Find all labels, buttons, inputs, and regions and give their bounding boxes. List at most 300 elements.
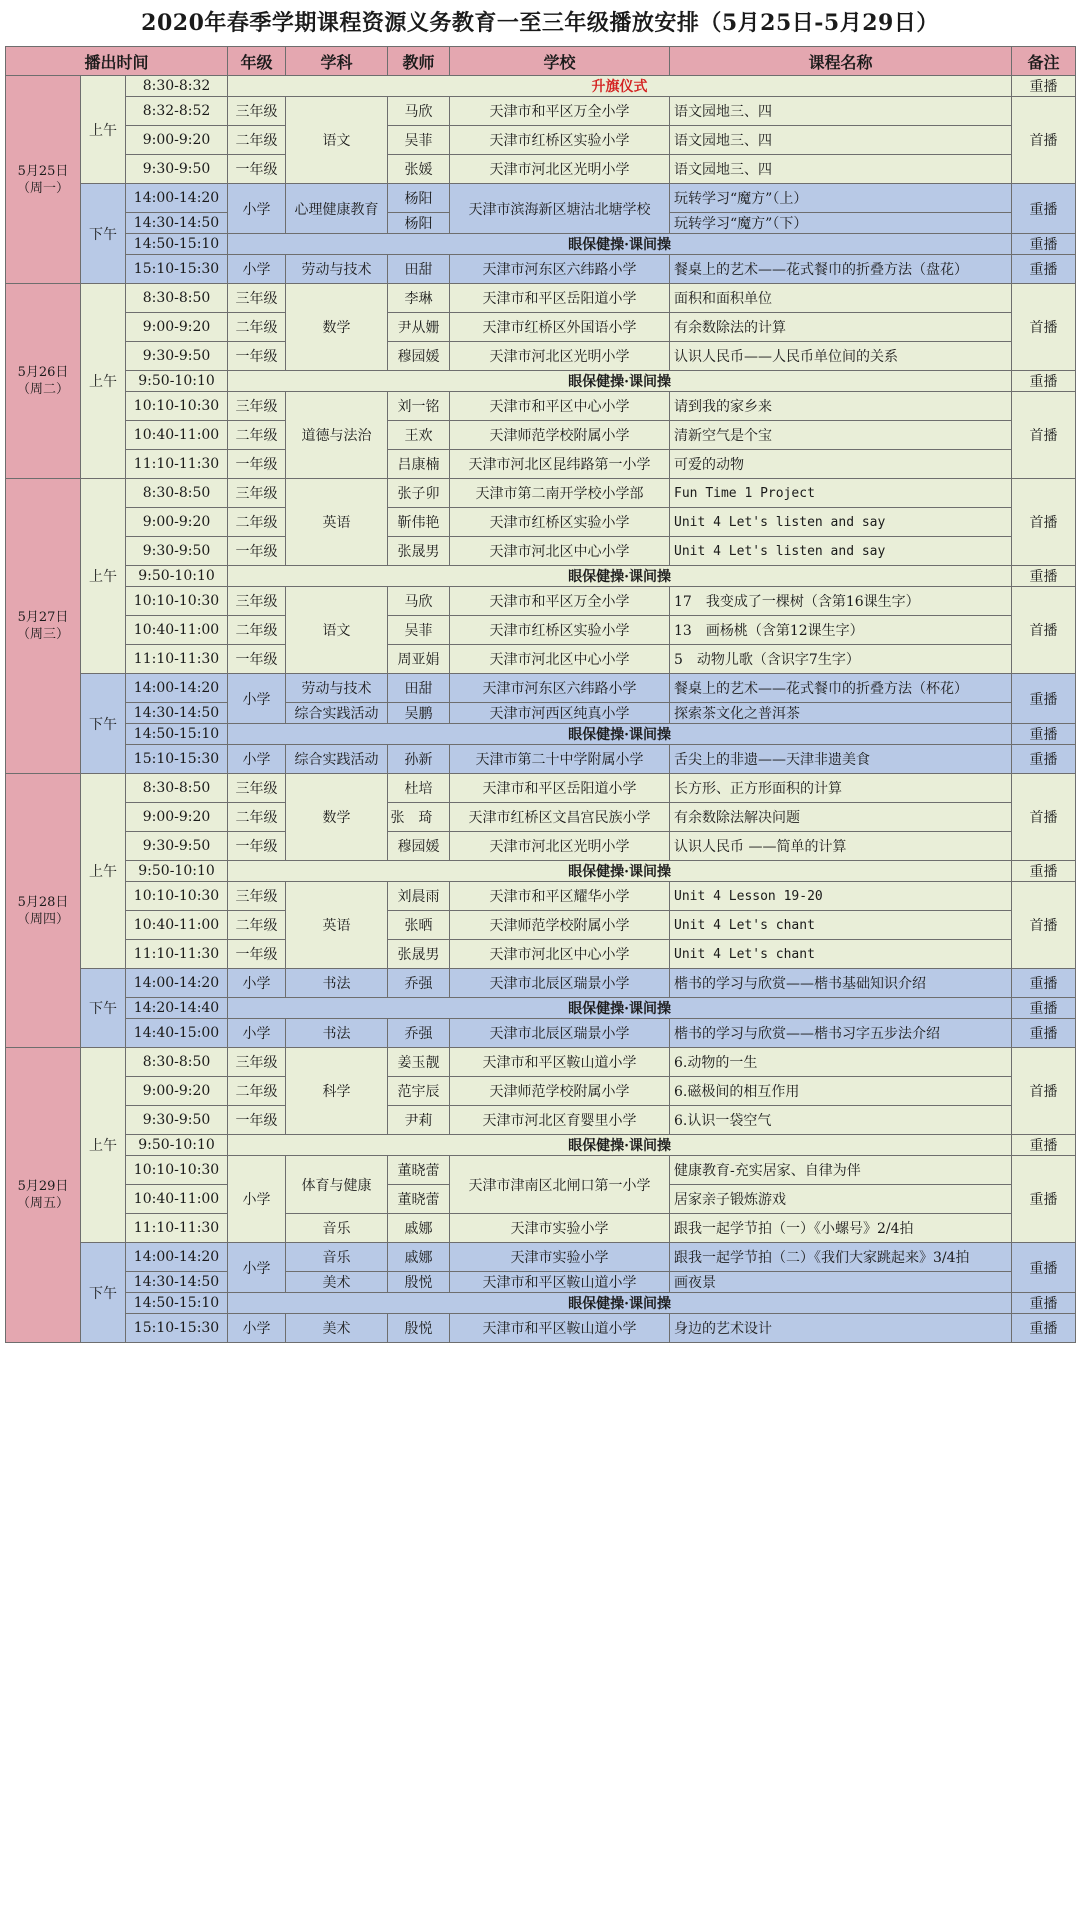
special-cell: 眼保健操·课间操 — [228, 1293, 1012, 1314]
time-cell: 9:00-9:20 — [126, 313, 228, 342]
school-cell: 天津市红桥区实验小学 — [450, 126, 670, 155]
course-cell: Unit 4 Let's chant — [670, 911, 1012, 940]
subject-cell: 科学 — [286, 1048, 388, 1135]
course-cell: 画夜景 — [670, 1272, 1012, 1293]
time-cell: 9:00-9:20 — [126, 1077, 228, 1106]
school-cell: 天津师范学校附属小学 — [450, 421, 670, 450]
subject-cell: 书法 — [286, 969, 388, 998]
grade-cell: 三年级 — [228, 479, 286, 508]
note-cell: 首播 — [1012, 587, 1076, 674]
school-cell: 天津市河东区六纬路小学 — [450, 255, 670, 284]
table-row — [6, 587, 1076, 616]
header-note: 备注 — [1012, 47, 1076, 76]
grade-cell: 二年级 — [228, 1077, 286, 1106]
grade-cell: 二年级 — [228, 508, 286, 537]
course-cell: 居家亲子锻炼游戏 — [670, 1185, 1012, 1214]
period-label: 上午 — [81, 1048, 126, 1243]
time-cell: 8:30-8:32 — [126, 76, 228, 97]
teacher-cell: 吴菲 — [388, 616, 450, 645]
teacher-cell: 杜培 — [388, 774, 450, 803]
subject-cell: 英语 — [286, 479, 388, 566]
teacher-cell: 孙新 — [388, 745, 450, 774]
note-cell: 重播 — [1012, 674, 1076, 724]
school-cell: 天津市和平区鞍山道小学 — [450, 1272, 670, 1293]
grade-cell: 小学 — [228, 674, 286, 724]
table-row — [6, 645, 1076, 674]
course-cell: Fun Time 1 Project — [670, 479, 1012, 508]
grade-cell: 小学 — [228, 1019, 286, 1048]
time-cell: 14:50-15:10 — [126, 1293, 228, 1314]
teacher-cell: 戚娜 — [388, 1243, 450, 1272]
table-row — [6, 969, 1076, 998]
time-cell: 10:40-11:00 — [126, 616, 228, 645]
school-cell: 天津市河北区光明小学 — [450, 342, 670, 371]
course-cell: 认识人民币 ——简单的计算 — [670, 832, 1012, 861]
school-cell: 天津市河北区昆纬路第一小学 — [450, 450, 670, 479]
school-cell: 天津市滨海新区塘沽北塘学校 — [450, 184, 670, 234]
grade-cell: 二年级 — [228, 126, 286, 155]
table-row — [6, 126, 1076, 155]
header-row — [6, 47, 1076, 76]
school-cell: 天津市北辰区瑞景小学 — [450, 969, 670, 998]
special-cell: 眼保健操·课间操 — [228, 234, 1012, 255]
time-cell: 8:30-8:50 — [126, 1048, 228, 1077]
subject-cell: 美术 — [286, 1314, 388, 1343]
table-row — [6, 832, 1076, 861]
teacher-cell: 范宇辰 — [388, 1077, 450, 1106]
subject-cell: 数学 — [286, 774, 388, 861]
schedule-table — [5, 46, 1076, 1343]
page-title: 2020年春季学期课程资源义务教育一至三年级播放安排（5月25日-5月29日） — [141, 10, 939, 36]
school-cell: 天津市和平区耀华小学 — [450, 882, 670, 911]
course-cell: 语文园地三、四 — [670, 126, 1012, 155]
grade-cell: 一年级 — [228, 645, 286, 674]
school-cell: 天津市津南区北闸口第一小学 — [450, 1156, 670, 1214]
teacher-cell: 张晟男 — [388, 537, 450, 566]
course-cell: 语文园地三、四 — [670, 97, 1012, 126]
subject-cell: 音乐 — [286, 1214, 388, 1243]
course-cell: 请到我的家乡来 — [670, 392, 1012, 421]
table-row — [6, 392, 1076, 421]
school-cell: 天津市和平区鞍山道小学 — [450, 1048, 670, 1077]
note-cell: 首播 — [1012, 392, 1076, 479]
course-cell: 6.磁极间的相互作用 — [670, 1077, 1012, 1106]
teacher-cell: 田甜 — [388, 674, 450, 703]
school-cell: 天津市河北区中心小学 — [450, 537, 670, 566]
course-cell: 6.动物的一生 — [670, 1048, 1012, 1077]
teacher-cell: 杨阳 — [388, 213, 450, 234]
teacher-cell: 尹从姗 — [388, 313, 450, 342]
table-row — [6, 1214, 1076, 1243]
school-cell: 天津市和平区岳阳道小学 — [450, 284, 670, 313]
time-cell: 14:50-15:10 — [126, 724, 228, 745]
teacher-cell: 王欢 — [388, 421, 450, 450]
note-cell: 重播 — [1012, 76, 1076, 97]
grade-cell: 一年级 — [228, 832, 286, 861]
teacher-cell: 马欣 — [388, 587, 450, 616]
time-cell: 9:30-9:50 — [126, 342, 228, 371]
time-cell: 9:30-9:50 — [126, 1106, 228, 1135]
course-cell: 面积和面积单位 — [670, 284, 1012, 313]
table-row — [6, 76, 1076, 97]
grade-cell: 二年级 — [228, 616, 286, 645]
teacher-cell: 靳伟艳 — [388, 508, 450, 537]
course-cell: 楷书的学习与欣赏——楷书习字五步法介绍 — [670, 1019, 1012, 1048]
note-cell: 重播 — [1012, 1314, 1076, 1343]
day-date: 5月26日 — [17, 365, 69, 380]
school-cell: 天津市河北区光明小学 — [450, 832, 670, 861]
table-row — [6, 255, 1076, 284]
teacher-cell: 张琦 — [388, 803, 450, 832]
time-cell: 10:40-11:00 — [126, 421, 228, 450]
table-row — [6, 1077, 1076, 1106]
grade-cell: 三年级 — [228, 97, 286, 126]
time-cell: 14:50-15:10 — [126, 234, 228, 255]
note-cell: 首播 — [1012, 774, 1076, 861]
special-cell: 眼保健操·课间操 — [228, 371, 1012, 392]
teacher-cell: 吴菲 — [388, 126, 450, 155]
period-label: 下午 — [81, 674, 126, 774]
subject-cell: 综合实践活动 — [286, 703, 388, 724]
day-cell — [6, 1048, 81, 1343]
course-cell: 有余数除法解决问题 — [670, 803, 1012, 832]
table-row — [6, 479, 1076, 508]
table-row — [6, 774, 1076, 803]
time-cell: 9:00-9:20 — [126, 508, 228, 537]
school-cell: 天津市红桥区实验小学 — [450, 508, 670, 537]
day-weekday: （周三） — [16, 627, 69, 642]
table-row — [6, 1293, 1076, 1314]
course-cell: 有余数除法的计算 — [670, 313, 1012, 342]
table-row — [6, 674, 1076, 703]
note-cell: 重播 — [1012, 861, 1076, 882]
school-cell: 天津市实验小学 — [450, 1214, 670, 1243]
course-cell: 身边的艺术设计 — [670, 1314, 1012, 1343]
table-row — [6, 803, 1076, 832]
school-cell: 天津市河北区中心小学 — [450, 940, 670, 969]
special-cell: 眼保健操·课间操 — [228, 566, 1012, 587]
subject-cell: 道德与法治 — [286, 392, 388, 479]
table-row — [6, 450, 1076, 479]
table-row — [6, 745, 1076, 774]
period-label: 上午 — [81, 76, 126, 184]
teacher-cell: 乔强 — [388, 1019, 450, 1048]
time-cell: 9:30-9:50 — [126, 537, 228, 566]
time-cell: 10:10-10:30 — [126, 392, 228, 421]
course-cell: 探索茶文化之普洱茶 — [670, 703, 1012, 724]
course-cell: 语文园地三、四 — [670, 155, 1012, 184]
grade-cell: 三年级 — [228, 587, 286, 616]
note-cell: 重播 — [1012, 1243, 1076, 1293]
day-weekday: （周二） — [16, 382, 69, 397]
grade-cell: 三年级 — [228, 392, 286, 421]
note-cell: 首播 — [1012, 1048, 1076, 1135]
school-cell: 天津市河北区光明小学 — [450, 155, 670, 184]
time-cell: 14:00-14:20 — [126, 1243, 228, 1272]
teacher-cell: 董晓蕾 — [388, 1156, 450, 1185]
day-weekday: （周五） — [16, 1196, 69, 1211]
grade-cell: 二年级 — [228, 313, 286, 342]
teacher-cell: 周亚娟 — [388, 645, 450, 674]
time-cell: 11:10-11:30 — [126, 645, 228, 674]
time-cell: 8:30-8:50 — [126, 479, 228, 508]
time-cell: 9:50-10:10 — [126, 861, 228, 882]
table-row — [6, 234, 1076, 255]
subject-cell: 语文 — [286, 97, 388, 184]
table-row — [6, 882, 1076, 911]
teacher-cell: 姜玉靓 — [388, 1048, 450, 1077]
time-cell: 15:10-15:30 — [126, 1314, 228, 1343]
note-cell: 重播 — [1012, 724, 1076, 745]
time-cell: 14:00-14:20 — [126, 184, 228, 213]
time-cell: 14:30-14:50 — [126, 703, 228, 724]
note-cell: 重播 — [1012, 184, 1076, 234]
course-cell: Unit 4 Let's chant — [670, 940, 1012, 969]
header-course: 课程名称 — [670, 47, 1012, 76]
teacher-cell: 张子卯 — [388, 479, 450, 508]
course-cell: 餐桌上的艺术——花式餐巾的折叠方法（盘花） — [670, 255, 1012, 284]
grade-cell: 一年级 — [228, 537, 286, 566]
special-cell: 升旗仪式 — [228, 76, 1012, 97]
table-row — [6, 1243, 1076, 1272]
school-cell: 天津市北辰区瑞景小学 — [450, 1019, 670, 1048]
course-cell: 13 画杨桃（含第12课生字） — [670, 616, 1012, 645]
day-cell — [6, 479, 81, 774]
schedule-body — [6, 76, 1076, 1343]
grade-cell: 小学 — [228, 1314, 286, 1343]
teacher-cell: 刘一铭 — [388, 392, 450, 421]
period-label: 上午 — [81, 479, 126, 674]
time-cell: 14:30-14:50 — [126, 1272, 228, 1293]
course-cell: 玩转学习“魔方”（下） — [670, 213, 1012, 234]
course-cell: Unit 4 Lesson 19-20 — [670, 882, 1012, 911]
time-cell: 9:00-9:20 — [126, 803, 228, 832]
table-row — [6, 313, 1076, 342]
time-cell: 9:50-10:10 — [126, 566, 228, 587]
time-cell: 9:00-9:20 — [126, 126, 228, 155]
course-cell: 长方形、正方形面积的计算 — [670, 774, 1012, 803]
note-cell: 重播 — [1012, 998, 1076, 1019]
note-cell: 重播 — [1012, 1135, 1076, 1156]
table-row — [6, 566, 1076, 587]
note-cell: 重播 — [1012, 1156, 1076, 1243]
day-cell — [6, 284, 81, 479]
teacher-cell: 戚娜 — [388, 1214, 450, 1243]
time-cell: 14:00-14:20 — [126, 969, 228, 998]
time-cell: 9:30-9:50 — [126, 832, 228, 861]
time-cell: 14:00-14:20 — [126, 674, 228, 703]
time-cell: 10:40-11:00 — [126, 1185, 228, 1214]
special-cell: 眼保健操·课间操 — [228, 724, 1012, 745]
header-school: 学校 — [450, 47, 670, 76]
school-cell: 天津市和平区万全小学 — [450, 97, 670, 126]
period-label: 上午 — [81, 284, 126, 479]
note-cell: 首播 — [1012, 479, 1076, 566]
teacher-cell: 穆园媛 — [388, 342, 450, 371]
course-cell: 认识人民币——人民币单位间的关系 — [670, 342, 1012, 371]
table-row — [6, 421, 1076, 450]
special-cell: 眼保健操·课间操 — [228, 861, 1012, 882]
day-date: 5月27日 — [17, 610, 69, 625]
teacher-cell: 穆园媛 — [388, 832, 450, 861]
subject-cell: 语文 — [286, 587, 388, 674]
table-row — [6, 616, 1076, 645]
grade-cell: 一年级 — [228, 342, 286, 371]
time-cell: 10:10-10:30 — [126, 1156, 228, 1185]
period-label: 下午 — [81, 184, 126, 284]
period-label: 下午 — [81, 1243, 126, 1343]
school-cell: 天津市和平区岳阳道小学 — [450, 774, 670, 803]
table-row — [6, 1019, 1076, 1048]
teacher-cell: 张晒 — [388, 911, 450, 940]
table-row — [6, 861, 1076, 882]
teacher-cell: 刘晨雨 — [388, 882, 450, 911]
time-cell: 8:30-8:50 — [126, 774, 228, 803]
header-subject: 学科 — [286, 47, 388, 76]
teacher-cell: 乔强 — [388, 969, 450, 998]
note-cell: 首播 — [1012, 284, 1076, 371]
note-cell: 首播 — [1012, 882, 1076, 969]
course-cell: 玩转学习“魔方”（上） — [670, 184, 1012, 213]
table-row — [6, 703, 1076, 724]
subject-cell: 综合实践活动 — [286, 745, 388, 774]
time-cell: 9:30-9:50 — [126, 155, 228, 184]
subject-cell: 心理健康教育 — [286, 184, 388, 234]
grade-cell: 二年级 — [228, 421, 286, 450]
course-cell: 跟我一起学节拍（二）《我们大家跳起来》3/4拍 — [670, 1243, 1012, 1272]
time-cell: 15:10-15:30 — [126, 255, 228, 284]
header-time: 播出时间 — [6, 47, 228, 76]
table-row — [6, 1106, 1076, 1135]
day-cell — [6, 76, 81, 284]
table-row — [6, 1272, 1076, 1293]
course-cell: 5 动物儿歌（含识字7生字） — [670, 645, 1012, 674]
note-cell: 重播 — [1012, 1019, 1076, 1048]
grade-cell: 一年级 — [228, 155, 286, 184]
school-cell: 天津市河北区中心小学 — [450, 645, 670, 674]
course-cell: Unit 4 Let's listen and say — [670, 508, 1012, 537]
note-cell: 重播 — [1012, 969, 1076, 998]
time-cell: 8:32-8:52 — [126, 97, 228, 126]
table-row — [6, 911, 1076, 940]
school-cell: 天津市河西区纯真小学 — [450, 703, 670, 724]
table-row — [6, 1156, 1076, 1185]
school-cell: 天津市河北区育婴里小学 — [450, 1106, 670, 1135]
note-cell: 重播 — [1012, 566, 1076, 587]
teacher-cell: 张媛 — [388, 155, 450, 184]
school-cell: 天津市红桥区外国语小学 — [450, 313, 670, 342]
table-row — [6, 1135, 1076, 1156]
teacher-cell: 董晓蕾 — [388, 1185, 450, 1214]
course-cell: Unit 4 Let's listen and say — [670, 537, 1012, 566]
grade-cell: 二年级 — [228, 911, 286, 940]
note-cell: 重播 — [1012, 371, 1076, 392]
school-cell: 天津市河东区六纬路小学 — [450, 674, 670, 703]
grade-cell: 小学 — [228, 255, 286, 284]
table-row — [6, 184, 1076, 213]
time-cell: 9:50-10:10 — [126, 1135, 228, 1156]
subject-cell: 美术 — [286, 1272, 388, 1293]
course-cell: 跟我一起学节拍（一）《小螺号》2/4拍 — [670, 1214, 1012, 1243]
teacher-cell: 吕康楠 — [388, 450, 450, 479]
grade-cell: 一年级 — [228, 940, 286, 969]
table-row — [6, 724, 1076, 745]
time-cell: 11:10-11:30 — [126, 940, 228, 969]
grade-cell: 小学 — [228, 1156, 286, 1243]
time-cell: 11:10-11:30 — [126, 1214, 228, 1243]
note-cell: 重播 — [1012, 1293, 1076, 1314]
table-row — [6, 998, 1076, 1019]
table-row — [6, 537, 1076, 566]
table-row — [6, 1048, 1076, 1077]
school-cell: 天津市实验小学 — [450, 1243, 670, 1272]
time-cell: 8:30-8:50 — [126, 284, 228, 313]
subject-cell: 英语 — [286, 882, 388, 969]
table-row — [6, 508, 1076, 537]
school-cell: 天津师范学校附属小学 — [450, 911, 670, 940]
day-date: 5月25日 — [17, 163, 69, 179]
grade-cell: 三年级 — [228, 1048, 286, 1077]
table-row — [6, 342, 1076, 371]
note-cell: 首播 — [1012, 97, 1076, 184]
grade-cell: 三年级 — [228, 284, 286, 313]
special-cell: 眼保健操·课间操 — [228, 998, 1012, 1019]
time-cell: 14:20-14:40 — [126, 998, 228, 1019]
grade-cell: 一年级 — [228, 1106, 286, 1135]
table-row — [6, 284, 1076, 313]
teacher-cell: 田甜 — [388, 255, 450, 284]
time-cell: 10:40-11:00 — [126, 911, 228, 940]
school-cell: 天津市红桥区文昌宫民族小学 — [450, 803, 670, 832]
subject-cell: 书法 — [286, 1019, 388, 1048]
teacher-cell: 殷悦 — [388, 1314, 450, 1343]
school-cell: 天津市第二十中学附属小学 — [450, 745, 670, 774]
teacher-cell: 马欣 — [388, 97, 450, 126]
subject-cell: 劳动与技术 — [286, 674, 388, 703]
header-grade: 年级 — [228, 47, 286, 76]
course-cell: 健康教育-充实居家、自律为伴 — [670, 1156, 1012, 1185]
grade-cell: 小学 — [228, 1243, 286, 1293]
grade-cell: 三年级 — [228, 774, 286, 803]
day-date: 5月29日 — [17, 1179, 69, 1194]
header-teacher: 教师 — [388, 47, 450, 76]
course-cell: 可爱的动物 — [670, 450, 1012, 479]
grade-cell: 小学 — [228, 969, 286, 998]
school-cell: 天津市第二南开学校小学部 — [450, 479, 670, 508]
course-cell: 清新空气是个宝 — [670, 421, 1012, 450]
teacher-cell: 杨阳 — [388, 184, 450, 213]
grade-cell: 二年级 — [228, 803, 286, 832]
table-row — [6, 1314, 1076, 1343]
school-cell: 天津师范学校附属小学 — [450, 1077, 670, 1106]
time-cell: 14:30-14:50 — [126, 213, 228, 234]
grade-cell: 一年级 — [228, 450, 286, 479]
subject-cell: 音乐 — [286, 1243, 388, 1272]
time-cell: 9:50-10:10 — [126, 371, 228, 392]
course-cell: 餐桌上的艺术——花式餐巾的折叠方法（杯花） — [670, 674, 1012, 703]
period-label: 上午 — [81, 774, 126, 969]
teacher-cell: 尹莉 — [388, 1106, 450, 1135]
table-row — [6, 155, 1076, 184]
period-label: 下午 — [81, 969, 126, 1048]
day-cell — [6, 774, 81, 1048]
time-cell: 14:40-15:00 — [126, 1019, 228, 1048]
note-cell: 重播 — [1012, 234, 1076, 255]
table-row — [6, 371, 1076, 392]
subject-cell: 数学 — [286, 284, 388, 371]
school-cell: 天津市红桥区实验小学 — [450, 616, 670, 645]
teacher-cell: 殷悦 — [388, 1272, 450, 1293]
